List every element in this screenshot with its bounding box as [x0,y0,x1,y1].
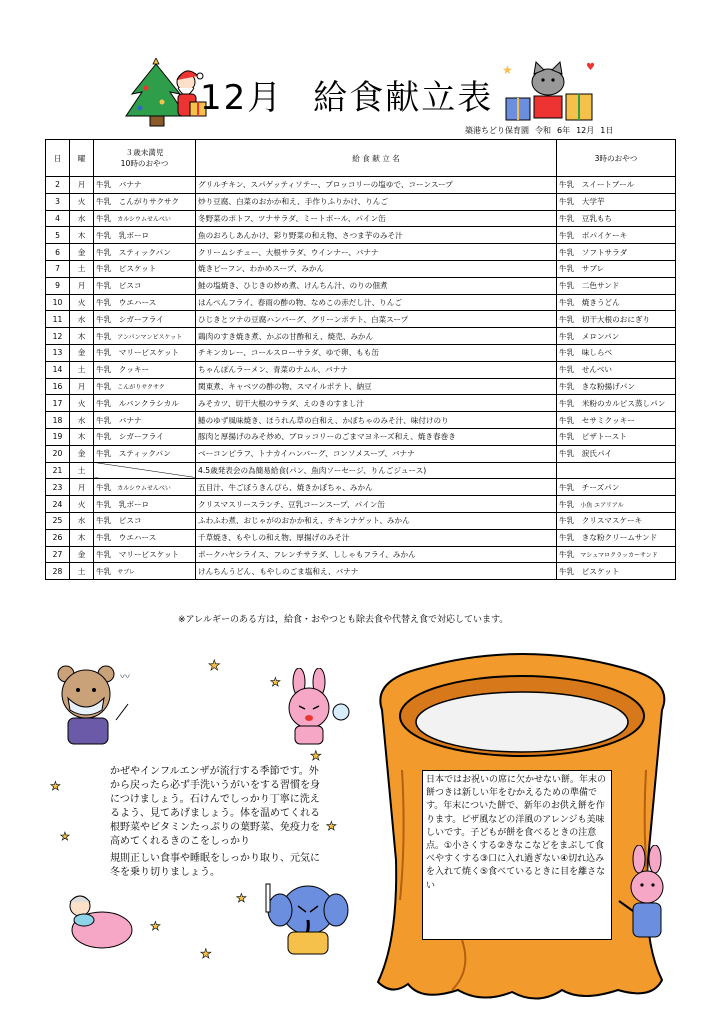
morning-snack-cell [94,479,196,496]
weekday-cell: 水 [70,412,94,429]
svg-text:★: ★ [150,919,161,933]
morning-snack-cell [94,294,196,311]
table-row [46,412,676,429]
table-row [46,512,676,529]
morning-snack-text: 牛乳 乳ボーロ [96,230,150,240]
afternoon-snack-small-text: マシュマロクラッカーサンド [580,551,658,559]
menu-table [45,139,676,580]
day-cell: 25 [46,512,70,529]
date-day: 1日 [600,126,614,135]
health-note [110,765,320,883]
morning-snack-small-text: アンパンマンビスケット [117,333,183,341]
menu-cell: ふわふわ煮、おじゃがのおかか和え、チキンナゲット、みかん [196,512,557,529]
menu-cell: クリスマスリースランチ、豆乳コーンスープ、パイン缶 [196,496,557,513]
morning-snack-cell [94,244,196,261]
afternoon-snack-text: 牛乳 セサミクッキー [559,415,635,425]
date-era: 令和 [535,126,551,135]
weekday-cell: 金 [70,546,94,563]
afternoon-snack-text: 牛乳 焼きうどん [559,297,620,307]
menu-cell: 千草焼き、もやしの和え物、厚揚げのみそ汁 [196,529,557,546]
afternoon-snack-cell [557,277,676,294]
morning-snack-text: 牛乳 [96,331,112,341]
afternoon-snack-cell [557,395,676,412]
day-cell: 6 [46,244,70,261]
morning-snack-text: 牛乳 マリービスケット [96,348,180,358]
table-row [46,563,676,580]
afternoon-snack-cell [557,462,676,479]
day-cell: 21 [46,462,70,479]
afternoon-snack-cell [557,328,676,345]
afternoon-snack-cell [557,361,676,378]
afternoon-snack-cell [557,294,676,311]
morning-snack-small-text: こんがりサクサク [117,383,165,391]
morning-snack-cell [94,546,196,563]
morning-snack-text: 牛乳 シガーフライ [96,314,164,324]
morning-snack-text: 牛乳 ビスケット [96,264,157,274]
header-morning-snack-line2: 10時のおやつ [120,159,169,168]
morning-snack-cell [94,344,196,361]
day-cell: 24 [46,496,70,513]
weekday-cell: 土 [70,563,94,580]
morning-snack-text: 牛乳 スティックパン [96,449,171,459]
weekday-cell: 月 [70,479,94,496]
morning-snack-text: 牛乳 [96,381,112,391]
page-title [200,70,493,119]
afternoon-snack-cell [557,311,676,328]
afternoon-snack-text: 牛乳 米粉のカルピス蒸しパン [559,398,666,408]
afternoon-snack-text: 牛乳 二色サンド [559,281,620,291]
morning-snack-cell [94,412,196,429]
day-cell: 19 [46,428,70,445]
table-row [46,445,676,462]
weekday-cell: 木 [70,529,94,546]
afternoon-snack-cell [557,193,676,210]
table-row [46,210,676,227]
afternoon-snack-text: 牛乳 せんべい [559,365,613,375]
afternoon-snack-cell [557,512,676,529]
menu-table-header [46,140,676,177]
weekday-cell: 月 [70,378,94,395]
afternoon-snack-cell [557,177,676,194]
afternoon-snack-text: 牛乳 きな粉クリームサンド [559,533,658,543]
morning-snack-text: 牛乳 ビスコ [96,516,142,526]
weekday-cell: 水 [70,311,94,328]
morning-snack-text: 牛乳 乳ボーロ [96,499,150,509]
weekday-cell: 火 [70,294,94,311]
header-day: 日 [46,140,70,177]
svg-text:★: ★ [236,891,247,905]
morning-snack-small-text: サブレ [117,568,135,576]
morning-snack-cell [94,512,196,529]
morning-snack-text: 牛乳 ウエハース [96,297,157,307]
table-row [46,227,676,244]
day-cell: 10 [46,294,70,311]
weekday-cell: 土 [70,462,94,479]
afternoon-snack-text: 牛乳 豆乳もち [559,213,613,223]
menu-cell: ポークハヤシライス、フレンチサラダ、ししゃもフライ、みかん [196,546,557,563]
morning-snack-cell [94,563,196,580]
menu-cell: 焼きビーフン、わかめスープ、みかん [196,260,557,277]
table-row [46,277,676,294]
morning-snack-cell [94,529,196,546]
morning-snack-cell [94,445,196,462]
menu-cell: みそカツ、切干大根のサラダ、えのきのすまし汁 [196,395,557,412]
table-row [46,193,676,210]
weekday-cell: 土 [70,260,94,277]
morning-snack-text: 牛乳 バナナ [96,415,142,425]
afternoon-snack-cell [557,563,676,580]
afternoon-snack-text: 牛乳 クリスマスケーキ [559,516,643,526]
afternoon-snack-cell [557,244,676,261]
afternoon-snack-cell [557,260,676,277]
morning-snack-small-text: カルシウムせんべい [117,215,171,223]
afternoon-snack-text: 牛乳 ソフトサラダ [559,247,628,257]
day-cell: 4 [46,210,70,227]
afternoon-snack-cell [557,378,676,395]
menu-cell: 魚のおろしあんかけ、彩り野菜の和え物、さつま芋のみそ汁 [196,227,557,244]
table-row [46,462,676,479]
morning-snack-cell [94,277,196,294]
day-cell: 26 [46,529,70,546]
menu-table-body [46,177,676,580]
afternoon-snack-text: 牛乳 [559,549,575,559]
afternoon-snack-cell [557,210,676,227]
afternoon-snack-text: 牛乳 涙氏パイ [559,449,613,459]
morning-snack-cell [94,462,196,479]
morning-snack-cell [94,311,196,328]
table-row [46,260,676,277]
cat-presents-icon [500,60,600,128]
menu-cell: 豚肉と厚揚げのみそ炒め、ブロッコリーのごまマヨネーズ和え、焼き春巻き [196,428,557,445]
weekday-cell: 木 [70,428,94,445]
day-cell: 5 [46,227,70,244]
morning-snack-cell [94,428,196,445]
issuer-line [465,125,619,136]
header-menu: 給 食 献 立 名 [196,140,557,177]
day-cell: 20 [46,445,70,462]
weekday-cell: 木 [70,328,94,345]
table-row [46,378,676,395]
menu-cell: けんちんうどん、もやしのごま塩和え、バナナ [196,563,557,580]
morning-snack-cell [94,361,196,378]
date-year: 6年 [557,126,571,135]
menu-cell: 鶏肉のすき焼き煮、かぶの甘酢和え、焼売、みかん [196,328,557,345]
weekday-cell: 木 [70,227,94,244]
mochi-note: 日本ではお祝いの席に欠かせない餅。年末の餅つきは新しい年をむかえるための準備です。年末についた餅で、新年のお供え餅を作ります。ピザ風などの洋風のアレンジも美味しいです。子どもが餅を食べるときの注意点。①小さくする②きなこなどをまぶして食べやすくする③口に入れ過ぎない④切れ込みを入れて焼く⑤食べているときに目を離さない [422,770,612,940]
morning-snack-text: 牛乳 シガーフライ [96,432,164,442]
date-month: 12月 [576,126,595,135]
afternoon-snack-cell [557,479,676,496]
header-morning-snack-line1: ３歳未満児 [125,148,164,157]
menu-cell: 4.5歳発表会の為簡易給食(パン、魚肉ソーセージ、りんごジュース) [196,462,557,479]
morning-snack-cell [94,210,196,227]
morning-snack-text: 牛乳 ビスコ [96,281,142,291]
allergy-note: ※アレルギーのある方は，給食・おやつとも除去食や代替え食で対応しています。 [178,615,509,625]
weekday-cell: 火 [70,496,94,513]
day-cell: 16 [46,378,70,395]
afternoon-snack-text: 牛乳 スイートブール [559,180,635,190]
svg-text:★: ★ [200,947,212,962]
nursery-name: 築港ちどり保育園 [465,126,529,135]
morning-snack-small-text: カルシウムせんべい [117,484,171,492]
table-row [46,479,676,496]
rabbit-pointing-icon [615,845,675,955]
menu-cell: 冬野菜のポトフ、ツナサラダ、ミートボール、パイン缶 [196,210,557,227]
afternoon-snack-cell [557,496,676,513]
table-row [46,244,676,261]
afternoon-snack-text: 牛乳 ビスケット [559,566,620,576]
header-weekday: 曜 [70,140,94,177]
table-row [46,344,676,361]
morning-snack-cell [94,395,196,412]
afternoon-snack-cell [557,546,676,563]
day-cell: 13 [46,344,70,361]
afternoon-snack-text: 牛乳 チーズパン [559,482,620,492]
menu-cell: 鰆のゆず風味焼き、ほうれん草の白和え、かぼちゃのみそ汁、味付けのり [196,412,557,429]
morning-snack-text: 牛乳 [96,566,112,576]
day-cell: 28 [46,563,70,580]
day-cell: 3 [46,193,70,210]
menu-cell: クリームシチュー、大根サラダ、ウインナー、バナナ [196,244,557,261]
title-month: 12月 [200,78,284,118]
table-row [46,311,676,328]
menu-cell: ベーコンピラフ、トナカイハンバーグ、コンソメスープ、バナナ [196,445,557,462]
morning-snack-cell [94,177,196,194]
health-note-paragraph-2: 規則正しい食事や睡眠をしっかり取り、元気に冬を乗り切りましょう。 [110,853,320,878]
morning-snack-text: 牛乳 バナナ [96,180,142,190]
afternoon-snack-text: 牛乳 [559,499,575,509]
menu-cell: 関東煮、キャベツの酢の物、スマイルポテト、納豆 [196,378,557,395]
morning-snack-cell [94,227,196,244]
morning-snack-cell [94,328,196,345]
day-cell: 27 [46,546,70,563]
morning-snack-text: 牛乳 [96,213,112,223]
morning-snack-cell [94,378,196,395]
day-cell: 18 [46,412,70,429]
table-row [46,496,676,513]
svg-text:★: ★ [502,63,513,77]
day-cell: 2 [46,177,70,194]
weekday-cell: 水 [70,512,94,529]
menu-cell: チキンカレー、コールスローサラダ、ゆで卵、もも缶 [196,344,557,361]
weekday-cell: 水 [70,210,94,227]
table-row [46,428,676,445]
afternoon-snack-text: 牛乳 サブレ [559,264,605,274]
svg-text:♥: ♥ [586,62,595,73]
afternoon-snack-text: 牛乳 ポパイケーキ [559,230,628,240]
svg-text:★: ★ [208,658,221,674]
morning-snack-cell [94,260,196,277]
day-cell: 9 [46,277,70,294]
menu-cell: 炒り豆腐、白菜のおかか和え、手作りふりかけ、りんご [196,193,557,210]
svg-text:〰: 〰 [120,672,130,683]
day-cell: 7 [46,260,70,277]
afternoon-snack-text: 牛乳 きな粉揚げパン [559,381,635,391]
weekday-cell: 火 [70,395,94,412]
menu-cell: グリルチキン、スパゲッティソテー、ブロッコリーの塩ゆで、コーンスープ [196,177,557,194]
afternoon-snack-cell [557,445,676,462]
health-note-paragraph-1: かぜやインフルエンザが流行する季節です。外から戻ったら必ず手洗いうがいをする習慣を身につけましょう。石けんでしっかり丁寧に洗えるよう、見てあげましょう。体を温めてくれる根野菜やビタミンたっぷりの葉野菜、免疫力を高めてくれるきのこをしっかり [110,766,320,847]
afternoon-snack-text: 牛乳 メロンパン [559,331,620,341]
morning-snack-cell [94,193,196,210]
afternoon-snack-text: 牛乳 大学芋 [559,197,605,207]
table-row [46,294,676,311]
svg-text:★: ★ [326,819,337,833]
table-row [46,328,676,345]
weekday-cell: 土 [70,361,94,378]
table-row [46,177,676,194]
morning-snack-text: 牛乳 こんがりサクサク [96,197,179,207]
afternoon-snack-cell [557,428,676,445]
morning-snack-text: 牛乳 スティックパン [96,247,171,257]
menu-cell: はんぺんフライ、春雨の酢の物、なめこの赤だし汁、りんご [196,294,557,311]
table-row [46,361,676,378]
morning-snack-text: 牛乳 クッキー [96,365,150,375]
afternoon-snack-text: 牛乳 ピザトースト [559,432,627,442]
svg-text:★: ★ [310,749,322,764]
weekday-cell: 月 [70,177,94,194]
svg-text:★: ★ [270,675,281,689]
morning-snack-cell [94,496,196,513]
morning-snack-text: 牛乳 ウエハース [96,533,157,543]
weekday-cell: 金 [70,344,94,361]
menu-cell: ひじきとツナの豆腐ハンバーグ、グリーンポテト、白菜スープ [196,311,557,328]
table-row [46,529,676,546]
day-cell: 14 [46,361,70,378]
afternoon-snack-cell [557,412,676,429]
afternoon-snack-cell [557,227,676,244]
afternoon-snack-cell [557,529,676,546]
header-morning-snack [94,140,196,177]
day-cell: 11 [46,311,70,328]
afternoon-snack-text: 牛乳 切干大根のおにぎり [559,314,651,324]
day-cell: 23 [46,479,70,496]
title-main: 給食献立表 [313,78,494,118]
svg-text:★: ★ [50,779,61,793]
day-cell: 17 [46,395,70,412]
afternoon-snack-text: 牛乳 味しらべ [559,348,613,358]
table-row [46,395,676,412]
afternoon-snack-small-text: 小魚 エアリアル [580,501,624,509]
morning-snack-text: 牛乳 [96,482,112,492]
menu-cell: 鮭の塩焼き、ひじきの炒め煮、けんちん汁、のりの佃煮 [196,277,557,294]
day-cell: 12 [46,328,70,345]
morning-snack-text: 牛乳 ルバンクラシカル [96,398,179,408]
menu-cell: ちゃんぽんラーメン、青菜のナムル、バナナ [196,361,557,378]
weekday-cell: 金 [70,445,94,462]
table-row [46,546,676,563]
weekday-cell: 月 [70,277,94,294]
afternoon-snack-cell [557,344,676,361]
menu-cell: 五目汁、牛ごぼうきんぴら、焼きかぼちゃ、みかん [196,479,557,496]
weekday-cell: 火 [70,193,94,210]
morning-snack-text: 牛乳 マリービスケット [96,549,180,559]
header-afternoon-snack: 3時のおやつ [557,140,676,177]
weekday-cell: 金 [70,244,94,261]
svg-text:★: ★ [60,830,70,843]
